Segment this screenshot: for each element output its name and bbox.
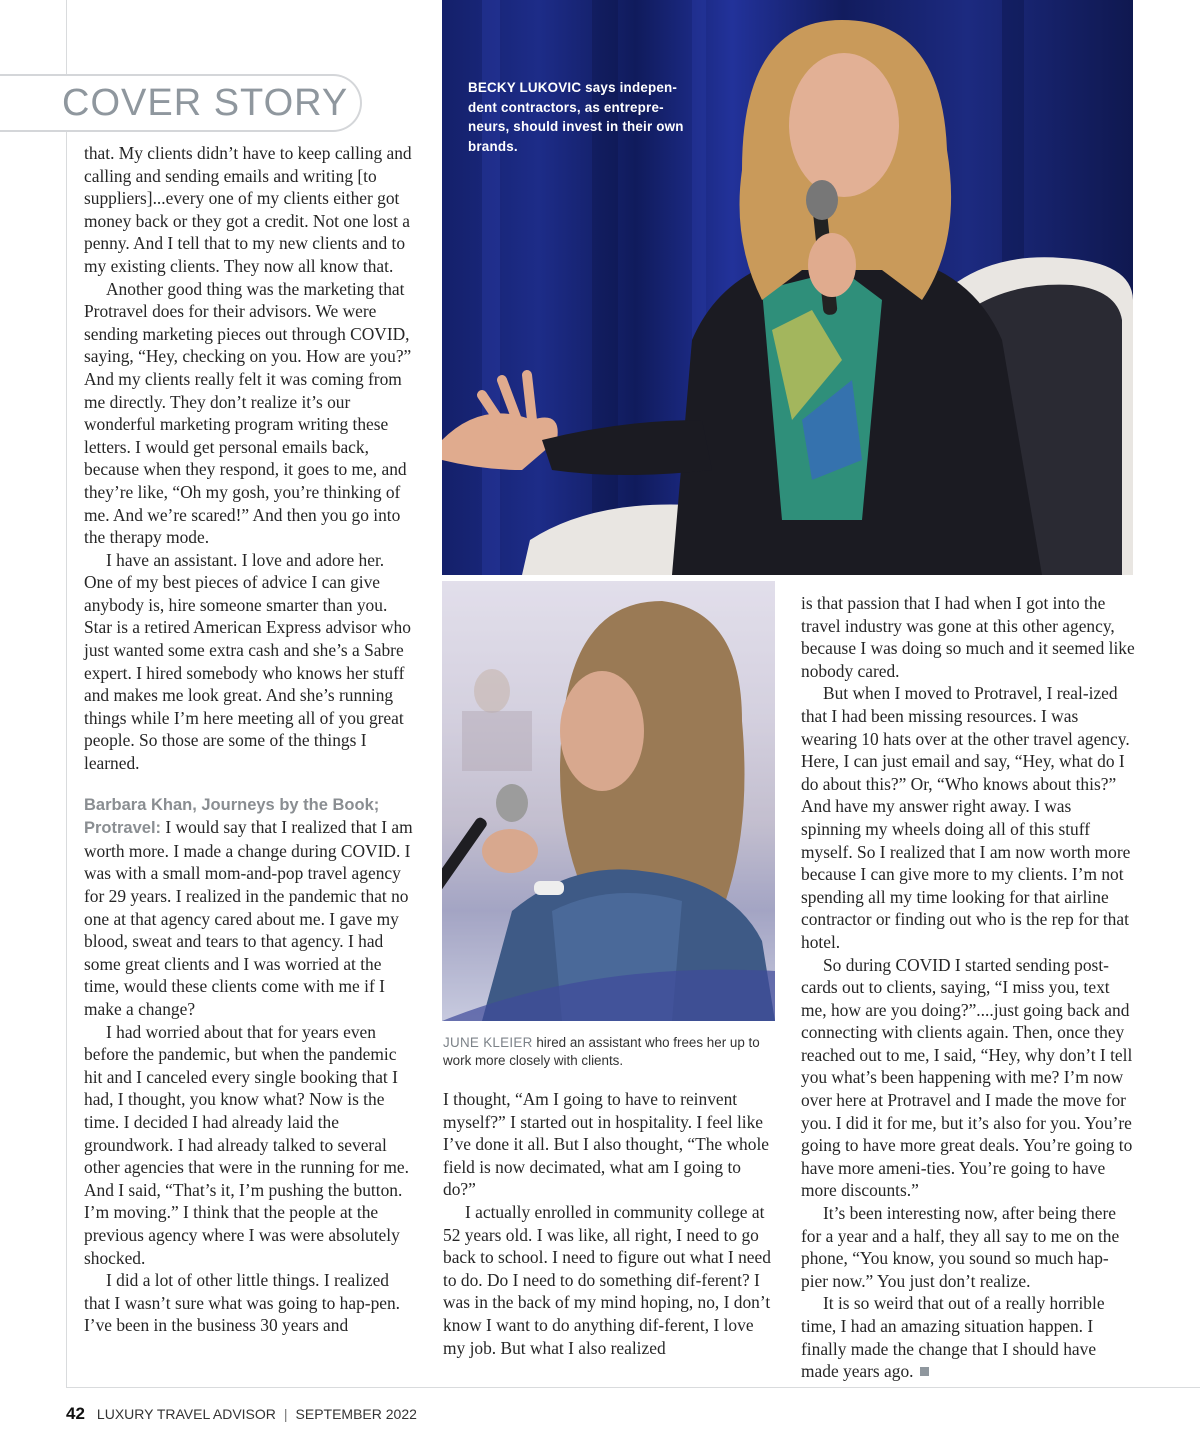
paragraph-text: I would say that I realized that I am worth more. I made a change during COVID. I was with a small mom-and-pop travel agency for 29 years. I realized in the pandemic that no one at that agency cared about me. I gave my blood, sweat and tears to that agency. I had some great clients and I was worried at the time, would these clients come with me if I make a change?	[84, 817, 413, 1019]
paragraph: Another good thing was the marketing that Protravel does for their advisors. We were sending marketing pieces out through COVID, saying, “Hey, checking on you. How are you?” And my clients really felt it was coming from me directly. They don’t realize it’s our wonderful marketing program writing these letters. I would get personal emails back, because when they respond, it goes to me, and they’re like, “Oh my gosh, you’re thinking of me. And we’re scared!” And then you go into the therapy mode.	[84, 278, 412, 548]
attendee-illustration	[442, 581, 775, 1021]
article-column-2	[443, 1088, 773, 1359]
footer-separator: |	[283, 1406, 288, 1422]
photo1-caption: BECKY LUKOVIC says indepen-dent contractors, as entrepre-neurs, should invest in their own brands.	[468, 80, 684, 154]
issue-date: SEPTEMBER 2022	[295, 1406, 417, 1422]
article-column-1	[84, 142, 416, 1337]
page-number: 42	[66, 1404, 85, 1423]
page-footer	[66, 1404, 417, 1424]
paragraph: I have an assistant. I love and adore her. One of my best pieces of advice I can give anybody is, hire someone smarter than you. Star is a retired American Express advisor who just wanted some extra cash and she’s a Sabre expert. I hired somebody who knows her stuff and makes me look great. And she’s running things while I’m here meeting all of you great people. So those are some of the things I learned.	[84, 549, 411, 774]
paragraph: is that passion that I had when I got into the travel industry was gone at this other agency, because I was doing so much and it seemed like nobody cared.	[801, 593, 1135, 681]
photo2-caption-text: hired an assistant who frees her up to work more closely with clients.	[443, 1035, 760, 1068]
footer-rule	[66, 1387, 1200, 1388]
photo-june-kleier	[442, 581, 775, 1021]
paragraph-text: It is so weird that out of a really horrible time, I had an amazing situation happen. I finally made the change that I should have made years ago.	[801, 1293, 1105, 1382]
paragraph: that. My clients didn’t have to keep calling and calling and sending emails and writing [to suppliers]...every one of my clients either got money back or they got a credit. Not one lost a penny. And I tell that to my new clients and to my existing clients. They now all know that.	[84, 143, 412, 276]
paragraph: I actually enrolled in community college at 52 years old. I was like, all right, I need to go back to school. I need to figure out what I need to do. Do I need to do something dif-ferent? I was in the back of my mind hoping, no, I don’t know I want to do anything dif-ferent, I love my job. But what I also realized	[443, 1201, 771, 1358]
paragraph: It’s been interesting now, after being there for a year and a half, they all say to me on the phone, “You know, you sound so much hap-pier now.” You just don’t realize.	[801, 1203, 1120, 1291]
paragraph: I thought, “Am I going to have to reinvent myself?” I started out in hospitality. I feel like I’ve done it all. But I also thought, “The whole field is now decimated, what am I going to do?”	[443, 1089, 769, 1200]
photo2-caption-name: JUNE KLEIER	[443, 1035, 533, 1050]
article-column-3	[801, 592, 1135, 1383]
paragraph: So during COVID I started sending post-cards out to clients, saying, “I miss you, text me, how are you doing?”....just going back and connecting with clients again. Then, once they reached out to me, I said, “Hey, why don’t I tell you what’s been happening with me? I’m now over here at Protravel and I made the move for you. I did it for me, but it’s also for you. You’re going to have more great deals. You’re going to have more ameni-ties. You’re going to have more discounts.”	[801, 954, 1133, 1201]
paragraph	[801, 1292, 1135, 1382]
publication-name: LUXURY TRAVEL ADVISOR	[96, 1406, 276, 1422]
margin-rule-vertical	[66, 0, 67, 1388]
speaker-name: Barbara Khan, Journeys by the Book; Protravel:	[84, 795, 380, 838]
speaker-paragraph	[84, 793, 416, 1021]
section-label: COVER STORY	[62, 82, 349, 124]
paragraph: I did a lot of other little things. I realized that I wasn’t sure what was going to hap-pen. I’ve been in the business 30 years and	[84, 1270, 401, 1336]
photo2-caption	[443, 1034, 779, 1070]
paragraph: I had worried about that for years even before the pandemic, but when the pandemic hit and I canceled every single booking that I had, I thought, you know what? Now is the time. I decided I had already laid the groundwork. I had already talked to several other agencies that were in the running for me. And I said, “That’s it, I’m pushing the button. I’m moving.” I think that the people at the previous agency where I was were absolutely shocked.	[84, 1021, 409, 1268]
paragraph: But when I moved to Protravel, I real-ized that I had been missing resources. I was wearing 10 hats over at the other travel agency. Here, I can just email and say, “Hey, what do I do about this?” Or, “Who knows about this?” And have my answer right away. I was spinning my wheels doing all of this stuff myself. So I realized that I am now worth more because I can give more to my clients. I’m not spending all my time looking for that airline contractor or finding out who is the rep for that hotel.	[801, 683, 1131, 952]
end-of-story-mark	[920, 1367, 929, 1376]
